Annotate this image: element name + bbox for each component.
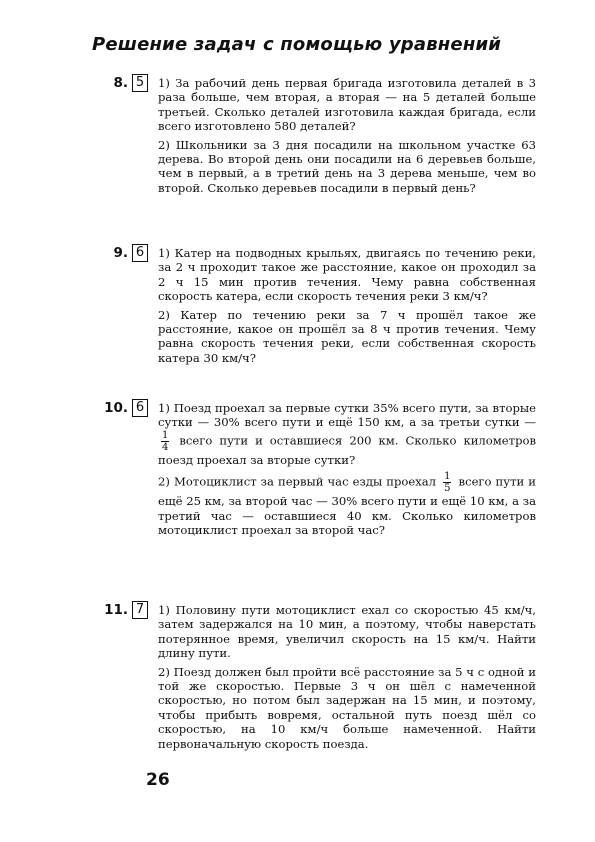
problem-9 — [100, 246, 536, 369]
page-title: Решение задач с помощью уравнений — [92, 34, 502, 55]
problem-part-2 — [158, 471, 536, 537]
problem-number: 9. — [113, 245, 128, 261]
problem-part-2: 2) Катер по течению реки за 7 ч прошёл такое же расстояние, какое он прошёл за 8 ч против течения. Чему равна скорость течения реки, если собственная скорость катера 30 км/ч? — [158, 307, 536, 365]
problem-body — [158, 401, 536, 537]
difficulty-badge: 5 — [132, 74, 148, 92]
problem-number: 11. — [104, 602, 128, 618]
difficulty-badge: 6 — [132, 399, 148, 417]
page-number: 26 — [146, 770, 170, 790]
problem-10 — [100, 401, 536, 541]
difficulty-badge: 6 — [132, 244, 148, 262]
problem-number: 10. — [104, 400, 128, 416]
problem-part-2: 2) Поезд должен был пройти всё расстояние за 5 ч с одной и той же скоростью. Первые 3 ч он шёл с намеченной скоростью, но потом был задержан на 15 мин, и поэтому, чтобы прибыть вовремя, остальной путь поезд шёл со скоростью, на 10 км/ч больше намеченной. Найти первоначальную скорость поезда. — [158, 664, 536, 751]
problem-body — [158, 76, 536, 195]
fraction — [443, 471, 451, 494]
fraction-denominator: 5 — [444, 483, 451, 495]
problem-text: 1) Поезд проехал за первые сутки 35% всего пути, за вторые сутки — 30% всего пути и ещё 150 км, а за третьи сутки — — [158, 401, 536, 430]
problem-part-1: 1) Катер на подводных крыльях, двигаясь по течению реки, за 2 ч проходит такое же расстояние, какое он проходил за 2 ч 15 мин против течения. Чему равна собственная скорость катера, если скорость течения реки 3 км/ч? — [158, 246, 536, 304]
fraction-denominator: 4 — [162, 441, 169, 453]
problem-text: всего пути и ещё 25 км, за второй час — 30% всего пути и ещё 10 км, а за третий час — оставшиеся 40 км. Сколько километров мотоциклист проехал за второй час? — [158, 474, 537, 538]
problem-part-1: 1) За рабочий день первая бригада изготовила деталей в 3 раза больше, чем вторая, а вторая — на 5 деталей больше третьей. Сколько деталей изготовила каждая бригада, если всего изготовлено 580 деталей? — [158, 76, 536, 134]
fraction-numerator: 1 — [162, 429, 169, 441]
problem-part-2: 2) Школьники за 3 дня посадили на школьном участке 63 дерева. Во второй день они посадили на 6 деревьев больше, чем в первый, а в третий день на 3 дерева меньше, чем во второй. Сколько деревьев посадили в первый день? — [158, 137, 536, 195]
fraction-numerator: 1 — [444, 471, 451, 483]
problem-11 — [100, 603, 536, 755]
problem-part-1 — [158, 401, 536, 467]
problem-body — [158, 246, 536, 365]
problem-part-1: 1) Половину пути мотоциклист ехал со скоростью 45 км/ч, затем задержался на 10 мин, а поэтому, чтобы наверстать потерянное время, увеличил скорость на 15 км/ч. Найти длину пути. — [158, 603, 536, 661]
problem-body — [158, 603, 536, 751]
problem-number: 8. — [113, 75, 128, 91]
problem-text: 2) Мотоциклист за первый час езды проехал — [158, 474, 437, 489]
difficulty-badge: 7 — [132, 601, 148, 619]
problem-8 — [100, 76, 536, 199]
fraction — [161, 430, 169, 453]
problem-text: всего пути и оставшиеся 200 км. Сколько километров поезд проехал за вторые сутки? — [158, 433, 536, 467]
